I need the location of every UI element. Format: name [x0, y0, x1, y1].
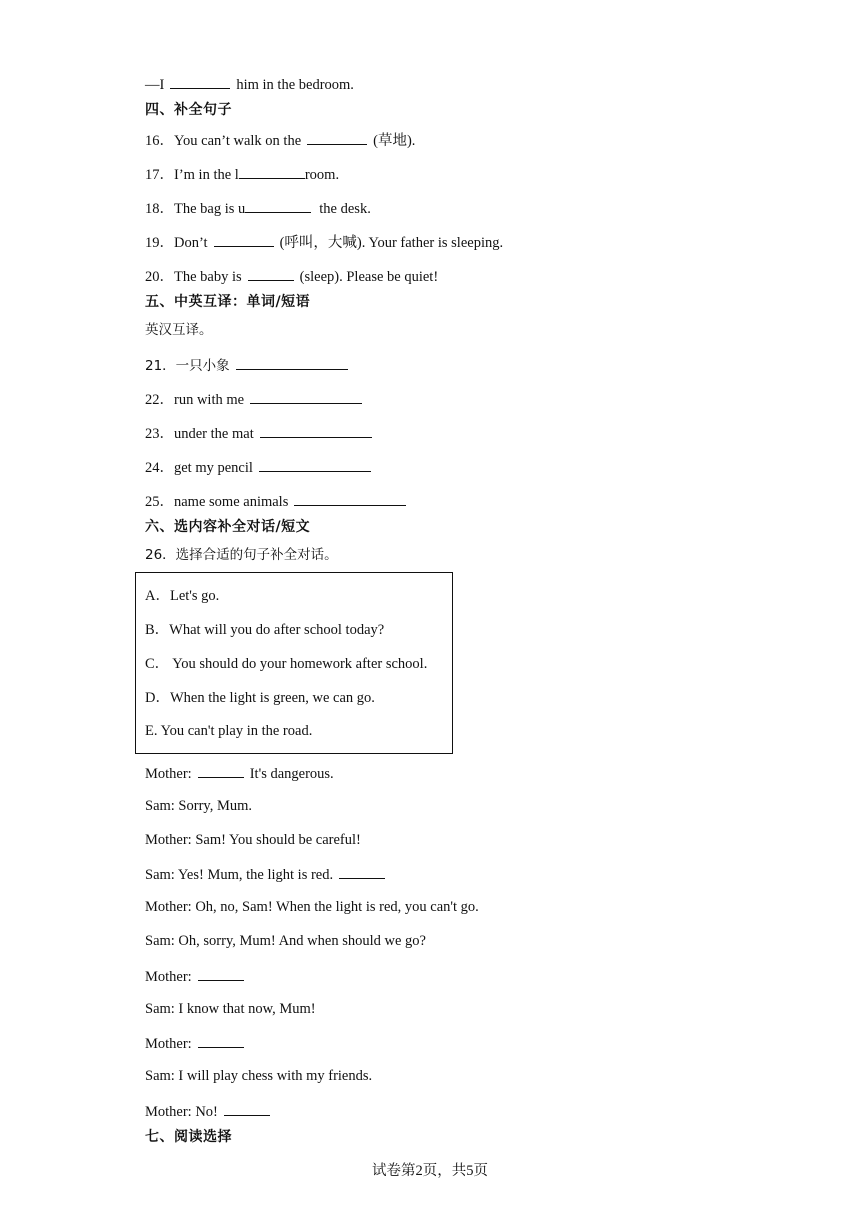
section-heading: 七、阅读选择 — [145, 1129, 232, 1145]
question-text: 24．get my pencil — [145, 460, 253, 476]
dialogue-line — [145, 1033, 250, 1053]
answer-blank[interactable] — [170, 74, 230, 89]
section-heading: 四、补全句子 — [145, 102, 232, 118]
question-text: 18．The bag is u — [145, 201, 246, 217]
question-21 — [145, 355, 354, 375]
option-d: D．When the light is green, we can go. — [145, 690, 375, 706]
question-text: (草地). — [373, 133, 416, 149]
dialogue-line: Mother: Sam! You should be careful! — [145, 832, 361, 848]
answer-blank[interactable] — [236, 355, 348, 370]
dialogue-line — [145, 966, 250, 986]
question-text: 23．under the mat — [145, 426, 254, 442]
answer-blank[interactable] — [250, 389, 362, 404]
question-19 — [145, 232, 503, 252]
dialogue-text: Sam: Yes! Mum, the light is red. — [145, 867, 334, 883]
line-text: —I — [145, 77, 165, 93]
dialogue-text: It's dangerous. — [249, 766, 334, 782]
answer-line — [145, 74, 354, 94]
option-c: C． You should do your homework after school. — [145, 656, 428, 672]
line-text: him in the bedroom. — [236, 77, 354, 93]
question-17 — [145, 164, 339, 184]
question-18 — [145, 198, 371, 218]
dialogue-text: Mother: — [145, 969, 192, 985]
answer-blank[interactable] — [260, 423, 372, 438]
question-text: 20．The baby is — [145, 269, 242, 285]
dialogue-text: Mother: — [145, 1036, 192, 1052]
question-text: 17．I’m in the l — [145, 167, 239, 183]
question-text: 16．You can’t walk on the — [145, 133, 302, 149]
dialogue-line: Sam: Oh, sorry, Mum! And when should we go? — [145, 933, 426, 949]
section-heading: 五、中英互译：单词/短语 — [145, 294, 311, 310]
page-footer: 试卷第2页，共5页 — [372, 1163, 488, 1179]
dialogue-line: Mother: Oh, no, Sam! When the light is red, you can't go. — [145, 899, 479, 915]
answer-blank[interactable] — [198, 966, 244, 981]
option-b: B．What will you do after school today? — [145, 622, 385, 638]
answer-blank[interactable] — [239, 164, 305, 179]
section-heading: 六、选内容补全对话/短文 — [145, 519, 311, 535]
question-24 — [145, 457, 377, 477]
answer-blank[interactable] — [248, 266, 294, 281]
answer-blank[interactable] — [198, 763, 244, 778]
option-e: E. You can't play in the road. — [145, 723, 313, 739]
question-text: (呼叫，大喊). Your father is sleeping. — [279, 235, 504, 251]
dialogue-line: Sam: I will play chess with my friends. — [145, 1068, 373, 1084]
question-16 — [145, 130, 415, 150]
option-a: A．Let's go. — [145, 588, 220, 604]
dialogue-text: Mother: — [145, 766, 192, 782]
question-20 — [145, 266, 438, 286]
question-25 — [145, 491, 412, 511]
question-26: 26．选择合适的句子补全对话。 — [145, 547, 338, 563]
answer-blank[interactable] — [307, 130, 367, 145]
answer-blank[interactable] — [224, 1101, 270, 1116]
dialogue-line: Sam: Sorry, Mum. — [145, 798, 253, 814]
question-text: 22．run with me — [145, 392, 245, 408]
answer-blank[interactable] — [259, 457, 371, 472]
question-22 — [145, 389, 368, 409]
question-text: 25．name some animals — [145, 494, 289, 510]
dialogue-line — [145, 1101, 276, 1121]
answer-blank[interactable] — [294, 491, 406, 506]
question-23 — [145, 423, 378, 443]
dialogue-text: Mother: No! — [145, 1104, 218, 1120]
section-instruction: 英汉互译。 — [145, 322, 213, 338]
dialogue-line: Sam: I know that now, Mum! — [145, 1001, 316, 1017]
question-text: the desk. — [319, 201, 371, 217]
dialogue-line — [145, 864, 391, 884]
answer-blank[interactable] — [198, 1033, 244, 1048]
question-text: (sleep). Please be quiet! — [299, 269, 439, 285]
question-text: 21．一只小象 — [145, 358, 230, 374]
answer-blank[interactable] — [214, 232, 274, 247]
dialogue-line — [145, 763, 334, 783]
question-text: room. — [304, 167, 340, 183]
answer-blank[interactable] — [245, 198, 311, 213]
question-text: 19．Don’t — [145, 235, 208, 251]
answer-blank[interactable] — [339, 864, 385, 879]
